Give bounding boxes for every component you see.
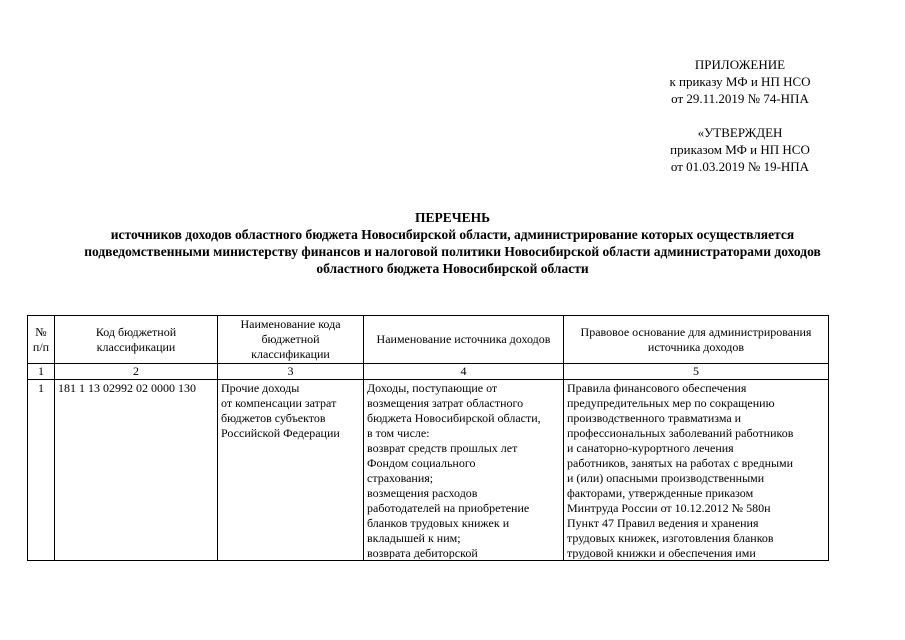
col-number: 4 bbox=[364, 364, 564, 380]
legal-basis-line: трудовой книжки и обеспечения ими bbox=[567, 546, 756, 559]
source-line: Фондом социального bbox=[367, 456, 476, 470]
header-num: № п/п bbox=[28, 316, 55, 364]
source-line: возврата дебиторской bbox=[367, 546, 478, 559]
row-num: 1 bbox=[28, 380, 55, 561]
appendix-block bbox=[630, 56, 850, 175]
source-line: возврат средств прошлых лет bbox=[367, 441, 518, 455]
appendix-title: ПРИЛОЖЕНИЕ bbox=[694, 57, 786, 72]
header-legal-basis: Правовое основание для администрирования источника доходов bbox=[564, 316, 829, 364]
table-row bbox=[28, 380, 829, 561]
source-line: бланков трудовых книжек и bbox=[367, 516, 510, 530]
legal-basis-line: факторами, утвержденные приказом bbox=[567, 486, 754, 500]
document-title bbox=[20, 209, 885, 277]
col-number: 3 bbox=[218, 364, 364, 380]
source-line: возмещения расходов bbox=[367, 486, 478, 500]
legal-basis-line: и (или) опасными производственными bbox=[567, 471, 765, 485]
title-line-1: источников доходов областного бюджета Новосибирской области, администрирование которых осуществляется bbox=[110, 227, 795, 242]
header-code-name: Наименование кода бюджетной классификации bbox=[218, 316, 364, 364]
code-name-line: Российской Федерации bbox=[221, 426, 340, 440]
approved-label: «УТВЕРЖДЕН bbox=[697, 125, 783, 140]
col-number: 5 bbox=[564, 364, 829, 380]
appendix-order-date: от 29.11.2019 № 74-НПА bbox=[671, 91, 809, 106]
source-line: страхования; bbox=[367, 471, 434, 485]
table-header-row bbox=[28, 316, 829, 364]
source-line: бюджета Новосибирской области, bbox=[367, 411, 541, 425]
row-code-name bbox=[218, 380, 364, 561]
legal-basis-line: работников, занятых на работах с вредными bbox=[567, 456, 794, 470]
legal-basis-line: предупредительных мер по сокращению bbox=[567, 396, 775, 410]
code-name-line: бюджетов субъектов bbox=[221, 411, 326, 425]
source-line: вкладышей к ним; bbox=[367, 531, 461, 545]
legal-basis-line: Правила финансового обеспечения bbox=[567, 381, 747, 395]
column-number-row bbox=[28, 364, 829, 380]
source-line: возмещения затрат областного bbox=[367, 396, 524, 410]
title-line-3: областного бюджета Новосибирской области bbox=[316, 261, 589, 276]
source-line: работодателей на приобретение bbox=[367, 501, 530, 515]
code-name-line: от компенсации затрат bbox=[221, 396, 337, 410]
approved-order-ref: приказом МФ и НП НСО bbox=[670, 142, 810, 157]
code-name-line: Прочие доходы bbox=[221, 381, 300, 395]
legal-basis-line: Пункт 47 Правил ведения и хранения bbox=[567, 516, 759, 530]
legal-basis-line: производственного травматизма и bbox=[567, 411, 742, 425]
row-legal-basis bbox=[564, 380, 829, 561]
row-source-name bbox=[364, 380, 564, 561]
income-sources-table bbox=[27, 315, 829, 561]
legal-basis-line: и санаторно-курортного лечения bbox=[567, 441, 734, 455]
source-line: Доходы, поступающие от bbox=[367, 381, 498, 395]
row-code: 181 1 13 02992 02 0000 130 bbox=[55, 380, 218, 561]
legal-basis-line: Минтруда России от 10.12.2012 № 580н bbox=[567, 501, 771, 515]
source-line: в том числе: bbox=[367, 426, 430, 440]
title-line-2: подведомственными министерству финансов и налоговой политики Новосибирской области администраторами доходов bbox=[84, 244, 821, 259]
header-code: Код бюджетной классификации bbox=[55, 316, 218, 364]
col-number: 1 bbox=[28, 364, 55, 380]
legal-basis-line: трудовых книжек, изготовления бланков bbox=[567, 531, 774, 545]
legal-basis-line: профессиональных заболеваний работников bbox=[567, 426, 794, 440]
title-heading: ПЕРЕЧЕНЬ bbox=[414, 210, 491, 225]
header-source-name: Наименование источника доходов bbox=[364, 316, 564, 364]
appendix-order-ref: к приказу МФ и НП НСО bbox=[669, 74, 811, 89]
approved-order-date: от 01.03.2019 № 19-НПА bbox=[670, 159, 810, 174]
col-number: 2 bbox=[55, 364, 218, 380]
